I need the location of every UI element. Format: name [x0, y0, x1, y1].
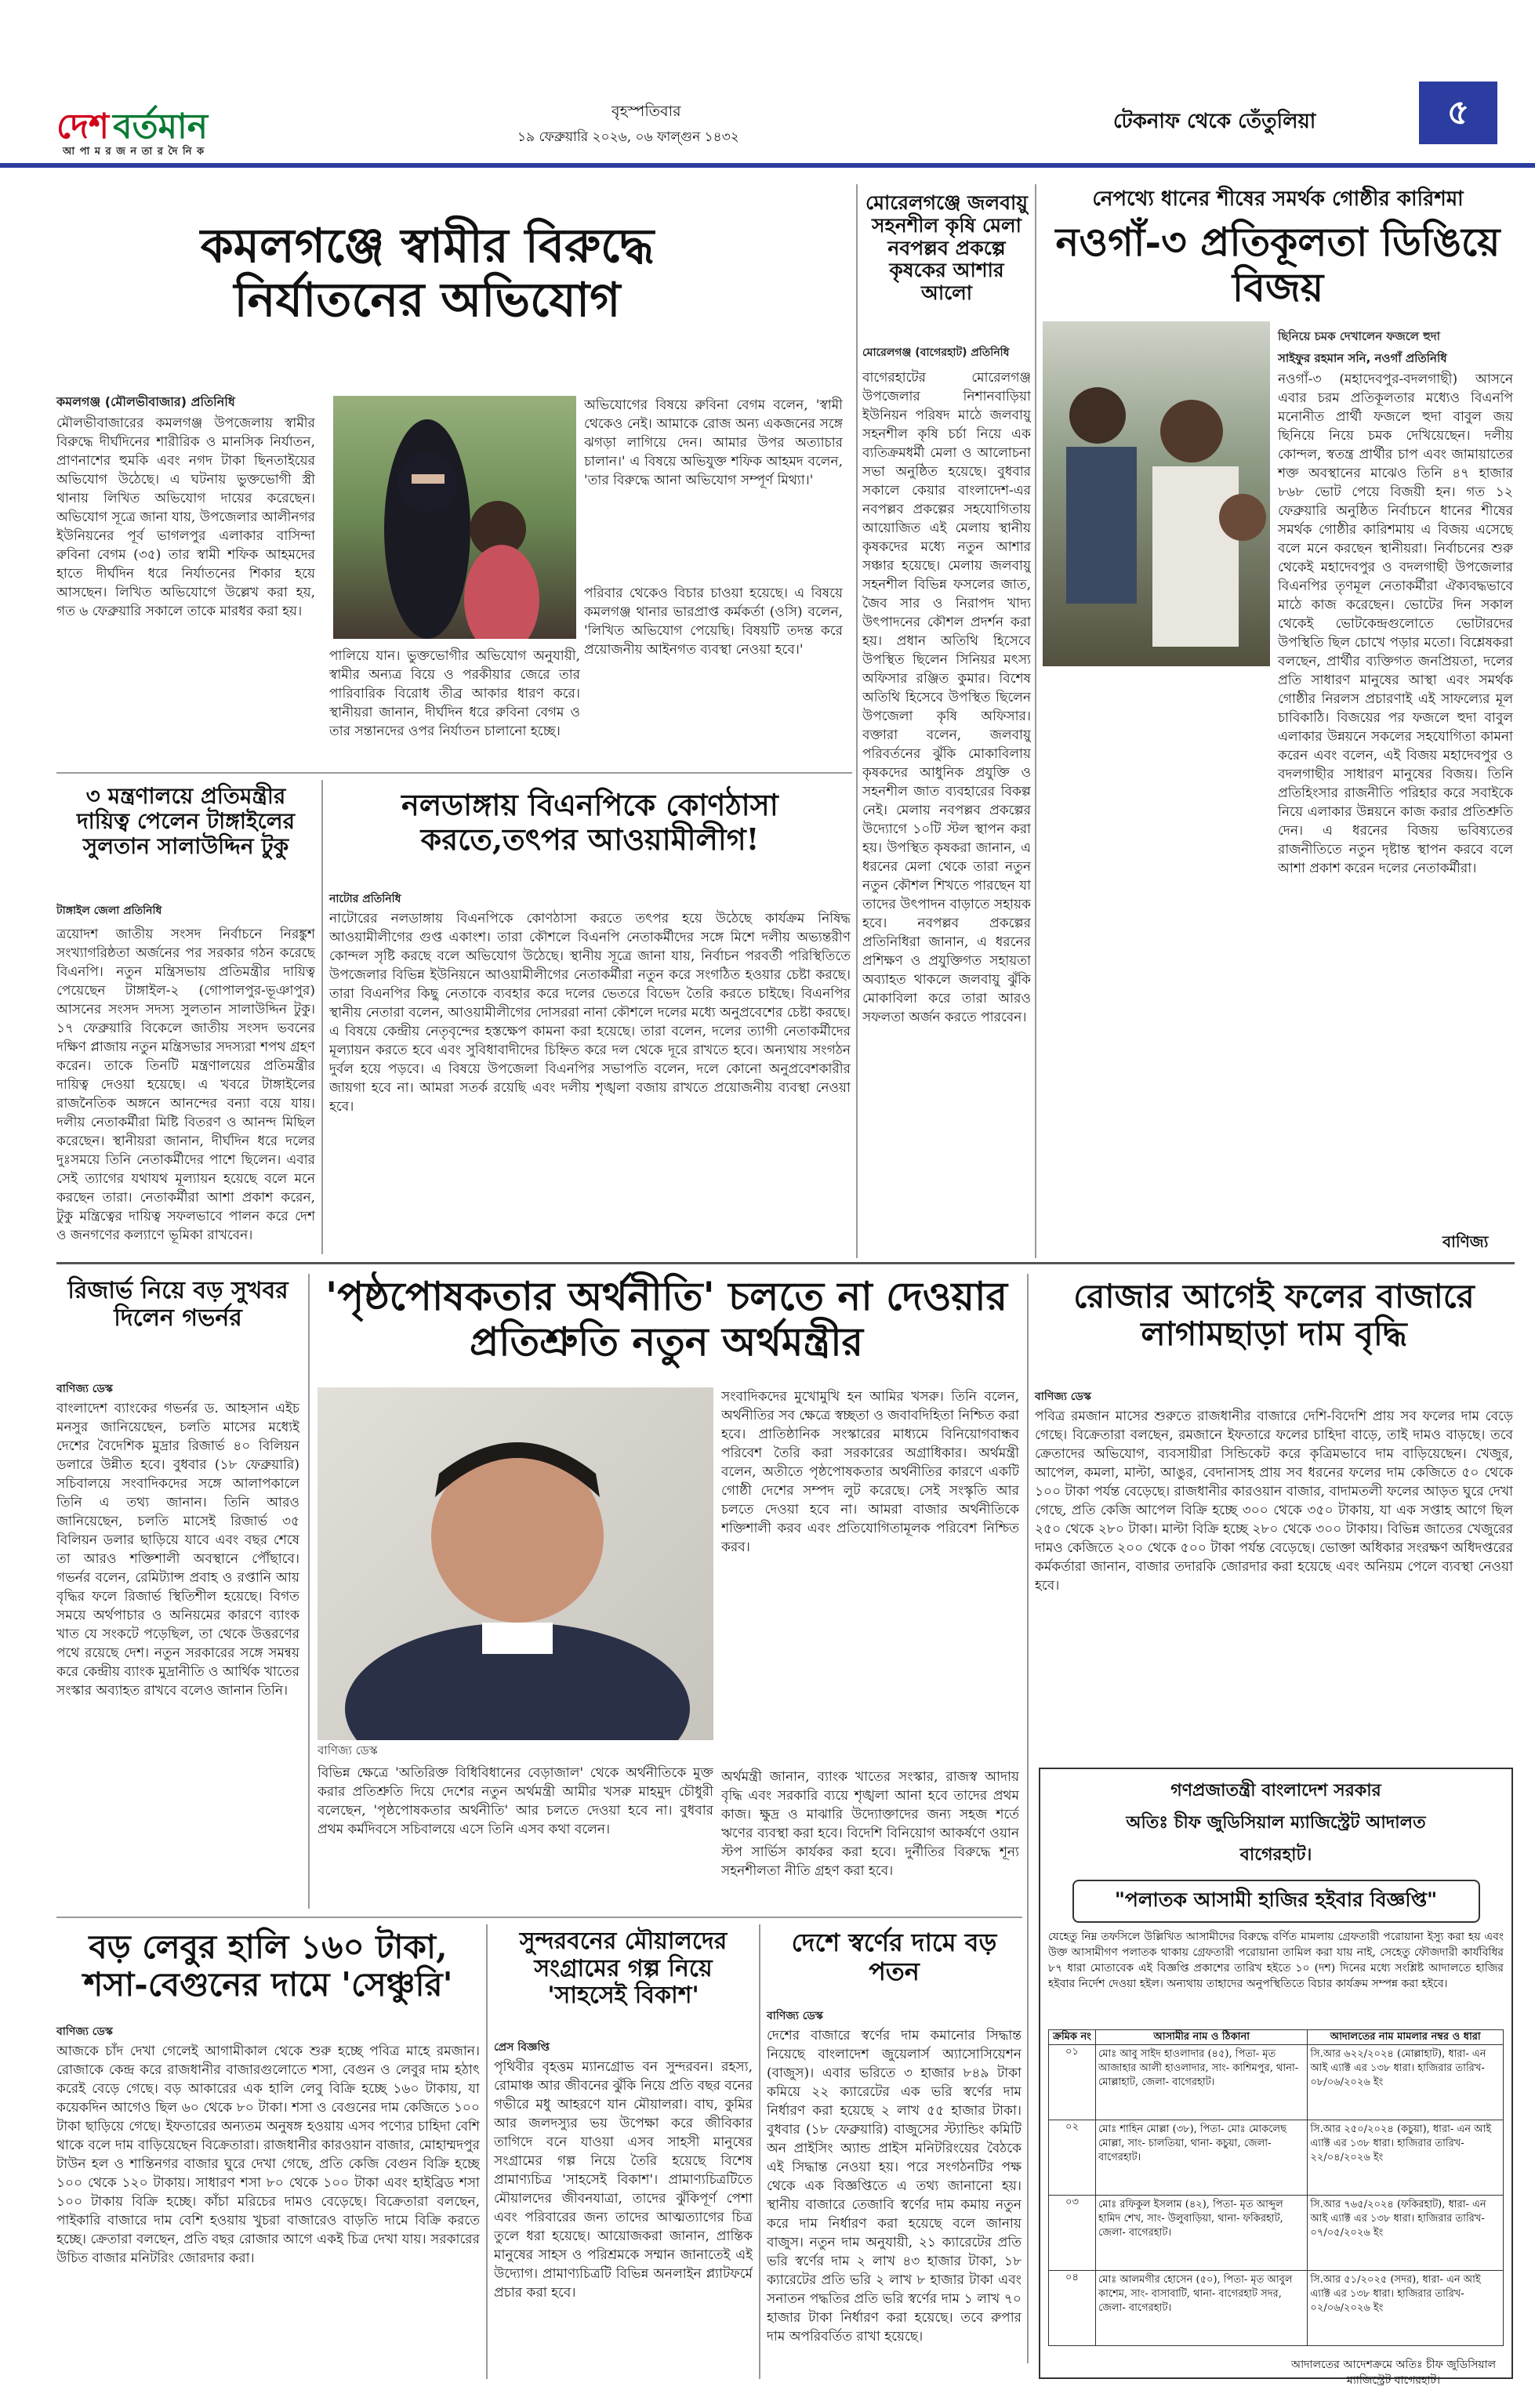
s5-byline: নাটোর প্রতিনিধি	[329, 893, 401, 905]
notice-row-name: মোঃ শাহিন মোল্লা (৩৮), পিতা- মোঃ মোকলেছ মোল্লা, সাং- চালতিয়া, থানা- কচুয়া, জেলা- বাগেরহাট।	[1096, 2120, 1308, 2196]
notice-row-name: মোঃ রফিকুল ইসলাম (৪২), পিতা- মৃত আব্দুল হামিদ শেখ, সাং- উলুবাড়িয়া, থানা- ফকিরহাট, জেলা- বাগেরহাট।	[1096, 2196, 1308, 2271]
notice-h-no: ক্রমিক নং	[1049, 2030, 1096, 2045]
s2-headline[interactable]: মোরেলগঞ্জে জলবায়ু সহনশীল কৃষি মেলা নবপল্লব প্রকল্পে কৃষকের আশার আলো	[865, 191, 1029, 304]
masthead-rule	[0, 163, 1535, 168]
notice-h-name: আসামীর নাম ও ঠিকানা	[1096, 2030, 1308, 2045]
notice-row	[1049, 2120, 1504, 2196]
s10-headline[interactable]: সুন্দরবনের মৌয়ালদের সংগ্রামের গল্প নিয়ে 'সাহসেই বিকাশ'	[519, 1927, 728, 2009]
col-rule-2	[1035, 184, 1036, 1258]
notice-banner: "পলাতক আসামী হাজির হইবার বিজ্ঞপ্তি"	[1072, 1880, 1480, 1923]
col-rule-5	[1027, 1274, 1029, 2363]
s5-headline[interactable]: নলডাঙ্গায় বিএনপিকে কোণঠাসা করতে,তৎপর আওয়ামীলীগ!	[401, 787, 778, 857]
s1-headline[interactable]: কমলগঞ্জে স্বামীর বিরুদ্ধে নির্যাতনের অভিযোগ	[200, 219, 655, 328]
notice-row	[1049, 2271, 1504, 2346]
middle-rule	[56, 1262, 1515, 1264]
notice-row-no: ০১	[1049, 2045, 1096, 2120]
s1-byline: কমলগঞ্জ (মৌলভীবাজার) প্রতিনিধি	[56, 394, 235, 409]
notice-row-case: সি.আর ৬২২/২০২৪ (মোল্লাহাট), ধারা- এন আই এ্যাক্ট এর ১৩৮ ধারা। হাজিরার তারিখ- ০৮/০৬/২০২৬ ইং	[1308, 2045, 1504, 2120]
notice-row	[1049, 2196, 1504, 2271]
logo-red: দেশ	[56, 107, 110, 147]
s7-photo-caption: বাণিজ্য ডেস্ক	[318, 1743, 378, 1757]
s3-headline[interactable]: নওগাঁ-৩ প্রতিকূলতা ডিঙিয়ে বিজয়	[1055, 219, 1501, 310]
col-rule-7	[759, 1924, 760, 2379]
s6-text: বাংলাদেশ ব্যাংকের গভর্নর ড. আহসান এইচ মনসুর জানিয়েছেন, চলতি মাসের মধ্যেই দেশের বৈদেশিক মুদ্রার রিজার্ভ ৪০ বিলিয়ন ডলারে উন্নীত হবে। বুধবার (১৮ ফেব্রুয়ারি) সচিবালয়ে সংবাদিকদের সঙ্গে আলাপকালে তিনি এ তথ্য জানান। তিনি আরও জানিয়েছেন, চলতি মাসেই রিজার্ভ ৩৫ বিলিয়ন ডলার ছাড়িয়ে যাবে এবং বছর শেষে তা আরও শক্তিশালী অবস্থানে পৌঁছাবে। গভর্নর বলেন, রেমিট্যান্স প্রবাহ ও রপ্তানি আয় বৃদ্ধির ফলে রিজার্ভ স্থিতিশীল হয়েছে। বিগত সময়ে অর্থপাচার ও অনিয়মের কারণে ব্যাংক খাত যে সংকটে পড়েছিল, তা থেকে উত্তরণের পথে রয়েছে দেশ। নতুন সরকারের সঙ্গে সমন্বয় করে কেন্দ্রীয় ব্যাংক মুদ্রানীতি ও আর্থিক খাতের সংস্কার অব্যাহত রাখবে বলেও জানান তিনি।	[56, 1401, 299, 1699]
notice-row-no: ০৩	[1049, 2196, 1096, 2271]
s3-kicker[interactable]: নেপথ্যে ধানের শীষের সমর্থক গোষ্ঠীর কারিশমা	[1092, 187, 1464, 211]
notice-row-name: মোঃ আবু সাইদ হাওলাদার (৪৫), পিতা- মৃত আজাহার আলী হাওলাদার, সাং- কাশিমপুর, থানা- মোল্লাহাট, জেলা- বাগেরহাট।	[1096, 2045, 1308, 2120]
notice-intro: যেহেতু নিম্ন তফসিলে উল্লিখিত আসামীদের বিরুদ্ধে বর্ণিত মামলায় গ্রেফতারী পরোয়ানা ইস্যু করা হয় এবং উক্ত আসামীগণ পলাতক থাকায় গ্রেফতারী পরোয়ানা তামিল করা যায় নাই, সেহেতু ফৌজদারী কার্যবিধির ৮৭ ধারা মোতাবেক এই বিজ্ঞপ্তি প্রকাশের তারিখ হইতে ১০ (দশ) দিনের মধ্যে সংশ্লিষ্ট আদালতে হাজির হইবার নির্দেশ দেওয়া হইল। অন্যথায় তাহাদের অনুপস্থিতিতে বিচার কার্যক্রম সম্পন্ন করা হইবে।	[1048, 1931, 1504, 1990]
s4-byline: টাঙ্গাইল জেলা প্রতিনিধি	[56, 905, 162, 917]
s7-lead: বিভিন্ন ক্ষেত্রে 'অতিরিক্ত বিধিবিধানের বেড়াজাল' থেকে অর্থনীতিকে মুক্ত করার প্রতিশ্রুতি দিয়ে দেশের নতুন অর্থমন্ত্রী আমীর খসরু মাহমুদ চৌধুরী বলেছেন, 'পৃষ্ঠপোষকতার অর্থনীতি' আর চলতে দেওয়া হবে না। বুধবার প্রথম কর্মদিবসে সচিবালয়ে এসে তিনি এসব কথা বলেন।	[318, 1765, 713, 1837]
s7-photo-art	[318, 1387, 713, 1740]
lower-rule	[56, 1917, 1022, 1918]
s5-text: নাটোরের নলডাঙ্গায় বিএনপিকে কোণঠাসা করতে তৎপর হয়ে উঠেছে কার্যক্রম নিষিদ্ধ আওয়ামীলীগের গুপ্ত একাংশ। তারা কৌশলে বিএনপি নেতাকর্মীদের সঙ্গে মিশে দলীয় অভ্যন্তরীণ কোন্দল সৃষ্টি করছে বলে অভিযোগ উঠেছে। স্থানীয় সূত্রে জানা যায়, নির্বাচন পরবর্তী পরিস্থিতিতে উপজেলার বিভিন্ন ইউনিয়নে আওয়ামীলীগের নেতাকর্মীরা নতুন করে সংগঠিত হওয়ার চেষ্টা করছে। তারা বিএনপির কিছু নেতাকে ব্যবহার করে দলের ভেতরে বিভেদ তৈরি করতে চাইছে। বিএনপির স্থানীয় নেতারা বলেন, আওয়ামীলীগের দোসররা নানা কৌশলে দলের মধ্যে অনুপ্রবেশের চেষ্টা করছে। এ বিষয়ে কেন্দ্রীয় নেতৃবৃন্দের হস্তক্ষেপ কামনা করা হয়েছে। তারা বলেন, দলের ত্যাগী নেতাকর্মীদের মূল্যায়ন করতে হবে এবং সুবিধাবাদীদের চিহ্নিত করে দল থেকে দূরে রাখতে হবে। অন্যথায় সংগঠন দুর্বল হয়ে পড়বে। এ বিষয়ে উপজেলা বিএনপির সভাপতি বলেন, দলে কোনো অনুপ্রবেশকারীর জায়গা হবে না। আমরা সতর্ক রয়েছি এবং দলীয় শৃঙ্খলা বজায় রাখতে প্রয়োজনীয় ব্যবস্থা নেওয়া হবে।	[329, 911, 851, 1115]
s11-text: দেশের বাজারে স্বর্ণের দাম কমানোর সিদ্ধান্ত নিয়েছে বাংলাদেশ জুয়েলার্স অ্যাসোসিয়েশন (বাজুস)। এবার ভরিতে ৩ হাজার ৮৪৯ টাকা কমিয়ে ২২ ক্যারেটের এক ভরি স্বর্ণের দাম নির্ধারণ করা হয়েছে ২ লাখ ৫৫ হাজার টাকা। বুধবার (১৮ ফেব্রুয়ারি) বাজুসের স্ট্যান্ডিং কমিটি অন প্রাইসিং অ্যান্ড প্রাইস মনিটরিংয়ের বৈঠকে এই সিদ্ধান্ত নেওয়া হয়। পরে সংগঠনটির পক্ষ থেকে এক বিজ্ঞপ্তিতে এ তথ্য জানানো হয়। স্থানীয় বাজারে তেজাবি স্বর্ণের দাম কমায় নতুন করে দাম নির্ধারণ করা হয়েছে বলে জানায় বাজুস। নতুন দাম অনুযায়ী, ২১ ক্যারেটের প্রতি ভরি স্বর্ণের দাম ২ লাখ ৪৩ হাজার টাকা, ১৮ ক্যারেটের প্রতি ভরি ২ লাখ ৮ হাজার টাকা এবং সনাতন পদ্ধতির প্রতি ভরি স্বর্ণের দাম ১ লাখ ৭০ হাজার টাকা নির্ধারণ করা হয়েছে। তবে রুপার দাম অপরিবর্তিত রাখা হয়েছে।	[767, 2028, 1022, 2345]
s1-col4: পরিবার থেকেও বিচার চাওয়া হয়েছে। এ বিষয়ে কমলগঞ্জ থানার ভারপ্রাপ্ত কর্মকর্তা (ওসি) বলেন, 'লিখিত অভিযোগ পেয়েছি। বিষয়টি তদন্ত করে প্রয়োজনীয় আইনগত ব্যবস্থা নেওয়া হবে।'	[584, 586, 843, 658]
day: বৃহস্পতিবার	[611, 103, 681, 120]
s1-col2: অভিযোগের বিষয়ে রুবিনা বেগম বলেন, 'স্বামী থেকেও নেই। আমাকে রোজ অন্য একজনের সঙ্গে ঝগড়া লাগিয়ে দেন। আমার উপর অত্যাচার চালান।' এ বিষয়ে অভিযুক্ত শফিক আহমদ বলেন, 'তার বিরুদ্ধে আনা অভিযোগ সম্পূর্ণ মিথ্যা।'	[584, 397, 843, 488]
date: ১৯ ফেব্রুয়ারি ২০২৬, ০৬ ফাল্গুন ১৪৩২	[517, 129, 739, 145]
notice-h-case: আদালতের নাম মামলার নম্বর ও ধারা	[1308, 2030, 1504, 2045]
s10-byline: প্রেস বিজ্ঞপ্তি	[494, 2041, 550, 2054]
col-rule-1	[856, 184, 858, 1258]
s6-headline[interactable]: রিজার্ভ নিয়ে বড় সুখবর দিলেন গভর্নর	[67, 1277, 288, 1332]
s4-headline[interactable]: ৩ মন্ত্রণালয়ে প্রতিমন্ত্রীর দায়িত্ব পেলেন টাঙ্গাইলের সুলতান সালাউদ্দিন টুকু	[76, 783, 296, 860]
notice-table	[1048, 2029, 1504, 2346]
s4-text: ত্রয়োদশ জাতীয় সংসদ নির্বাচনে নিরঙ্কুশ সংখ্যাগরিষ্ঠতা অর্জনের পর সরকার গঠন করেছে বিএনপি। নতুন মন্ত্রিসভায় প্রতিমন্ত্রীর দায়িত্ব পেয়েছেন টাঙ্গাইল-২ (গোপালপুর-ভূঞাপুর) আসনের সংসদ সদস্য সুলতান সালাউদ্দিন টুকু। ১৭ ফেব্রুয়ারি বিকেলে জাতীয় সংসদ ভবনের দক্ষিণ প্লাজায় নতুন মন্ত্রিসভার সদস্যরা শপথ গ্রহণ করেন। তাকে তিনটি মন্ত্রণালয়ের প্রতিমন্ত্রীর দায়িত্ব দেওয়া হয়েছে। এ খবরে টাঙ্গাইলের রাজনৈতিক অঙ্গনে আনন্দের বন্যা বয়ে যায়। দলীয় নেতাকর্মীরা মিষ্টি বিতরণ ও আনন্দ মিছিল করেছেন। স্থানীয়রা জানান, দীর্ঘদিন ধরে দলের দুঃসময়ে তিনি নেতাকর্মীদের পাশে ছিলেন। এবার সেই ত্যাগের যথাযথ মূল্যায়ন হয়েছে বলে মনে করছেন তারা। নেতাকর্মীরা আশা প্রকাশ করেন, টুকু মন্ত্রিত্বের দায়িত্ব সফলভাবে পালন করে দেশ ও জনগণের কল্যাণে ভূমিকা রাখবেন।	[56, 927, 315, 1243]
logo-green: বর্তমান	[113, 107, 209, 147]
notice-row-case: সি.আর ৫১/২০২৫ (সদর), ধারা- এন আই এ্যাক্ট এর ১৩৮ ধারা। হাজিরার তারিখ- ০২/০৬/২০২৬ ইং	[1308, 2271, 1504, 2346]
notice-row-case: সি.আর ৭৬৫/২০২৪ (ফকিরহাট), ধারা- এন আই এ্যাক্ট এর ১৩৮ ধারা। হাজিরার তারিখ- ০৭/০৫/২০২৬ ইং	[1308, 2196, 1504, 2271]
s11-headline[interactable]: দেশে স্বর্ণের দামে বড় পতন	[791, 1927, 997, 1986]
s10-text: পৃথিবীর বৃহত্তম ম্যানগ্রোভ বন সুন্দরবন। রহস্য, রোমাঞ্চ আর জীবনের ঝুঁকি নিয়ে প্রতি বছর বনের গভীরে মধু আহরণে যান মৌয়ালরা। বাঘ, কুমির আর জলদস্যুর ভয় উপেক্ষা করে জীবিকার তাগিদে বনে যাওয়া এসব সাহসী মানুষের সংগ্রামের গল্প নিয়ে তৈরি হয়েছে বিশেষ প্রামাণ্যচিত্র 'সাহসেই বিকাশ'। প্রামাণ্যচিত্রটিতে মৌয়ালদের জীবনযাত্রা, তাদের ঝুঁকিপূর্ণ পেশা এবং পরিবারের জন্য তাদের আত্মত্যাগের চিত্র তুলে ধরা হয়েছে। আয়োজকরা জানান, প্রান্তিক মানুষের সাহস ও পরিশ্রমকে সম্মান জানাতেই এই উদ্যোগ। প্রামাণ্যচিত্রটি বিভিন্ন অনলাইন প্ল্যাটফর্মে প্রচার করা হবে।	[494, 2059, 753, 2301]
notice-row-case: সি.আর ২৫০/২০২৪ (কচুয়া), ধারা- এন আই এ্যাক্ট এর ১৩৮ ধারা। হাজিরার তারিখ- ২২/০৪/২০২৬ ইং	[1308, 2120, 1504, 2196]
notice-row-name: মোঃ আলমগীর হোসেন (৫০), পিতা- মৃত আবুল কাশেম, সাং- বাসাবাটি, থানা- বাগেরহাট সদর, জেলা- বাগেরহাট।	[1096, 2271, 1308, 2346]
s7-headline[interactable]: 'পৃষ্ঠপোষকতার অর্থনীতি' চলতে না দেওয়ার প্রতিশ্রুতি নতুন অর্থমন্ত্রীর	[325, 1273, 1007, 1365]
notice-court: অতিঃ চীফ জুডিসিয়াল ম্যাজিস্ট্রেট আদালত	[1126, 1812, 1426, 1833]
col-rule-6	[486, 1924, 488, 2379]
s9-text: আজকে চাঁদ দেখা গেলেই আগামীকাল থেকে শুরু হচ্ছে পবিত্র মাহে রমজান। রোজাকে কেন্দ্র করে রাজধানীর বাজারগুলোতে শসা, বেগুন ও লেবুর দাম হঠাৎ করেই বেড়ে গেছে। বড় আকারের এক হালি লেবু বিক্রি হচ্ছে ১৬০ টাকায়, যা কয়েকদিন আগেও ছিল ৬০ থেকে ৮০ টাকা। শসা ও বেগুনের দাম কেজিতে ১০০ টাকা ছাড়িয়ে গেছে। ইফতারের অন্যতম অনুষঙ্গ হওয়ায় এসব পণ্যের চাহিদা বেশি থাকে বলে দাম বাড়িয়েছেন বিক্রেতারা। রাজধানীর কারওয়ান বাজার, মোহাম্মদপুর টাউন হল ও শান্তিনগর বাজার ঘুরে দেখা গেছে, প্রতি কেজি বেগুন বিক্রি হচ্ছে ১০০ থেকে ১২০ টাকায়। সাধারণ শসা ৮০ থেকে ১০০ টাকা এবং হাইব্রিড শসা ১০০ টাকায় বিক্রি হচ্ছে। কাঁচা মরিচের দামও বেড়েছে। বিক্রেতারা বলছেন, পাইকারি বাজারে দাম বেশি হওয়ায় খুচরা বাজারেও বাড়তি দামে বিক্রি করতে হচ্ছে। ক্রেতারা বলছেন, প্রতি বছর রোজার আগে একই চিত্র দেখা যায়। সরকারের উচিত বাজার মনিটরিং জোরদার করা।	[56, 2044, 480, 2266]
notice-place: বাগেরহাট।	[1239, 1844, 1312, 1865]
s6-byline: বাণিজ্য ডেস্ক	[56, 1383, 113, 1395]
s8-headline[interactable]: রোজার আগেই ফলের বাজারে লাগামছাড়া দাম বৃদ্ধি	[1073, 1277, 1475, 1354]
s3-caption: ছিনিয়ে চমক দেখালেন ফজলে হুদা	[1278, 329, 1441, 343]
col-rule-3	[321, 780, 323, 1254]
s11-byline: বাণিজ্য ডেস্ক	[767, 2010, 823, 2022]
s3-section-tag: বাণিজ্য	[1442, 1232, 1489, 1251]
notice-sign: আদালতের আদেশক্রমে অতিঃ চীফ জুডিসিয়াল ম্যাজিস্ট্রেট বাগেরহাট।	[1290, 2359, 1497, 2387]
s1-photo	[333, 396, 576, 639]
col-rule-4	[308, 1274, 310, 1909]
s2-byline: মোরেলগঞ্জ (বাগেরহাট) প্রতিনিধি	[862, 346, 1010, 359]
s1-col3: পালিয়ে যান। ভুক্তভোগীর অভিযোগ অনুযায়ী, স্বামীর অন্যত্র বিয়ে ও পরকীয়ার জেরে তার পারিবারিক বিরোধ তীব্র আকার ধারণ করে। স্থানীয়রা জানান, দীর্ঘদিন ধরে রুবিনা বেগম ও তার সন্তানদের ওপর নির্যাতন চালানো হচ্ছে।	[329, 648, 580, 739]
s1-photo-art	[333, 396, 576, 639]
notice-table-header	[1049, 2030, 1504, 2045]
s8-byline: বাণিজ্য ডেস্ক	[1035, 1391, 1091, 1403]
page-number: ৫	[1419, 82, 1497, 144]
s1-col1: মৌলভীবাজারের কমলগঞ্জ উপজেলায় স্বামীর বিরুদ্ধে দীর্ঘদিনের শারীরিক ও মানসিক নির্যাতন, প্রাণনাশের হুমকি এবং নগদ টাকা ছিনতাইয়ের অভিযোগ উঠেছে। এ ঘটনায় ভুক্তভোগী স্ত্রী থানায় লিখিত অভিযোগ দায়ের করেছেন। অভিযোগ সূত্রে জানা যায়, উপজেলার আলীনগর ইউনিয়নের পূর্ব ভাগলপুর এলাকার বাসিন্দা রুবিনা বেগম (৩৫) তার স্বামী শফিক আহমদের হাতে দীর্ঘদিন ধরে নির্যাতনের শিকার হয়ে আসছেন। লিখিত অভিযোগে উল্লেখ করা হয়, গত ৬ ফেব্রুয়ারি সকালে তাকে মারধর করা হয়।	[56, 415, 315, 619]
notice-row	[1049, 2045, 1504, 2120]
s9-headline[interactable]: বড় লেবুর হালি ১৬০ টাকা, শসা-বেগুনের দামে 'সেঞ্চুরি'	[83, 1927, 453, 2004]
section-title: টেকনাফ থেকে তেঁতুলিয়া	[1113, 110, 1316, 133]
tagline: আ পা ম র জ ন তা র দৈ নি ক	[63, 146, 205, 158]
notice-gov: গণপ্রজাতন্ত্রী বাংলাদেশ সরকার	[1170, 1780, 1381, 1801]
s2-text: বাগেরহাটের মোরেলগঞ্জ উপজেলার নিশানবাড়িয়া ইউনিয়ন পরিষদ মাঠে জলবায়ু সহনশীল কৃষি চর্চা নিয়ে এক ব্যতিক্রমধর্মী মেলা ও আলোচনা সভা অনুষ্ঠিত হয়েছে। বুধবার সকালে কেয়ার বাংলাদেশ-এর নবপল্লব প্রকল্পের সহযোগিতায় আয়োজিত এই মেলায় স্থানীয় কৃষকদের মধ্যে নতুন আশার সঞ্চার হয়েছে। মেলায় জলবায়ু সহনশীল বিভিন্ন ফসলের জাত, জৈব সার ও নিরাপদ খাদ্য উৎপাদনের কৌশল প্রদর্শন করা হয়। প্রধান অতিথি হিসেবে উপস্থিত ছিলেন সিনিয়র মৎস্য অফিসার রঞ্জিত কুমার। বিশেষ অতিথি হিসেবে উপস্থিত ছিলেন উপজেলা কৃষি অফিসার। বক্তারা বলেন, জলবায়ু পরিবর্তনের ঝুঁকি মোকাবিলায় কৃষকদের আধুনিক প্রযুক্তি ও সহনশীল জাত ব্যবহারের বিকল্প নেই। মেলায় নবপল্লব প্রকল্পের উদ্যোগে ১০টি স্টল স্থাপন করা হয়। উপস্থিত কৃষকরা জানান, এ ধরনের মেলা থেকে তারা নতুন নতুন কৌশল শিখতে পারছেন যা তাদের উৎপাদন বাড়াতে সহায়ক হবে। নবপল্লব প্রকল্পের প্রতিনিধিরা জানান, এ ধরনের প্রশিক্ষণ ও প্রযুক্তিগত সহায়তা অব্যাহত থাকলে জলবায়ু ঝুঁকি মোকাবিলা করে তারা আরও সফলতা অর্জন করতে পারবেন।	[862, 370, 1031, 1025]
s7-photo	[318, 1387, 713, 1740]
s3-byline: সাইফুর রহমান সনি, নওগাঁ প্রতিনিধি	[1278, 351, 1447, 365]
s7-col1: সংবাদিকদের মুখোমুখি হন আমির খসরু। তিনি বলেন, অর্থনীতির সব ক্ষেত্রে স্বচ্ছতা ও জবাবদিহিতা নিশ্চিত করা হবে। প্রাতিষ্ঠানিক সংস্কারের মাধ্যমে বিনিয়োগবান্ধব পরিবেশ তৈরি করা সরকারের অগ্রাধিকার। অর্থমন্ত্রী বলেন, অতীতে পৃষ্ঠপোষকতার অর্থনীতির কারণে একটি গোষ্ঠী দেশের সম্পদ লুট করেছে। সেই সংস্কৃতি আর চলতে দেওয়া হবে না। আমরা বাজার অর্থনীতিকে শক্তিশালী করব এবং প্রতিযোগিতামূলক পরিবেশ নিশ্চিত করব।	[721, 1389, 1019, 1555]
masthead	[0, 0, 1535, 158]
s7-col2: অর্থমন্ত্রী জানান, ব্যাংক খাতের সংস্কার, রাজস্ব আদায় বৃদ্ধি এবং সরকারি ব্যয়ে শৃঙ্খলা আনা হবে তাদের প্রথম কাজ। ক্ষুদ্র ও মাঝারি উদ্যোক্তাদের জন্য সহজ শর্তে ঋণের ব্যবস্থা করা হবে। বিদেশি বিনিয়োগ আকর্ষণে ওয়ান স্টপ সার্ভিস কার্যকর করা হবে। দুর্নীতির বিরুদ্ধে শূন্য সহনশীলতা নীতি গ্রহণ করা হবে।	[721, 1769, 1019, 1879]
s8-text: পবিত্র রমজান মাসের শুরুতে রাজধানীর বাজারে দেশি-বিদেশি প্রায় সব ফলের দাম বেড়ে গেছে। বিক্রেতারা বলছেন, রমজানে ইফতারে ফলের চাহিদা বাড়ে, তাই দামও বাড়ছে। তবে ক্রেতাদের অভিযোগ, ব্যবসায়ীরা সিন্ডিকেট করে কৃত্রিমভাবে দাম বাড়িয়েছেন। খেজুর, আপেল, কমলা, মাল্টা, আঙুর, বেদানাসহ প্রায় সব ধরনের ফলের দাম কেজিতে ৫০ থেকে ১০০ টাকা পর্যন্ত বেড়েছে। রাজধানীর কারওয়ান বাজার, বাদামতলী ফলের আড়ত ঘুরে দেখা গেছে, প্রতি কেজি আপেল বিক্রি হচ্ছে ৩০০ থেকে ৩৫০ টাকায়, যা এক সপ্তাহ আগে ছিল ২৫০ থেকে ২৮০ টাকা। মাল্টা বিক্রি হচ্ছে ২৮০ থেকে ৩০০ টাকায়। বিভিন্ন জাতের খেজুরের দামও কেজিতে ২০০ থেকে ৫০০ টাকা পর্যন্ত বেড়েছে। ভোক্তা অধিকার সংরক্ষণ অধিদপ্তরের কর্মকর্তারা জানান, বাজার তদারকি জোরদার করা হয়েছে এবং অনিয়ম পেলে ব্যবস্থা নেওয়া হবে।	[1035, 1409, 1513, 1594]
notice-row-no: ০৪	[1049, 2271, 1096, 2346]
court-notice	[1039, 1768, 1513, 2387]
s1-bottom-rule	[56, 772, 852, 774]
s3-text: নওগাঁ-৩ (মহাদেবপুর-বদলগাছী) আসনে এবার চরম প্রতিকূলতার মধ্যেও বিএনপি মনোনীত প্রার্থী ফজলে হুদা বাবুল জয় ছিনিয়ে নিয়ে চমক দেখিয়েছেন। দলীয় কোন্দল, স্বতন্ত্র প্রার্থীর চাপ এবং জামায়াতের শক্ত অবস্থানের মাঝেও তিনি ৪৭ হাজার ৮৬৮ ভোট পেয়ে বিজয়ী হন। গত ১২ ফেব্রুয়ারি অনুষ্ঠিত নির্বাচনে ধানের শীষের সমর্থক গোষ্ঠীর কারিশমায় এ বিজয় এসেছে বলে মনে করছেন স্থানীয়রা। নির্বাচনের শুরু থেকেই মহাদেবপুর ও বদলগাছী উপজেলার বিএনপির তৃণমূল নেতাকর্মীরা ঐক্যবদ্ধভাবে মাঠে কাজ করেছেন। ভোটের দিন সকাল থেকেই ভোটকেন্দ্রগুলোতে ভোটারদের উপস্থিতি ছিল চোখে পড়ার মতো। বিশ্লেষকরা বলছেন, প্রার্থীর ব্যক্তিগত জনপ্রিয়তা, দলের প্রতি সাধারণ মানুষের আস্থা এবং সমর্থক গোষ্ঠীর নিরলস প্রচারণাই এই সাফল্যের মূল চাবিকাঠি। বিজয়ের পর ফজলে হুদা বাবুল এলাকার উন্নয়নে সকলের সহযোগিতা কামনা করেন এবং বলেন, এই বিজয় মহাদেবপুর ও বদলগাছীর সাধারণ মানুষের বিজয়। তিনি প্রতিহিংসার রাজনীতি পরিহার করে সবাইকে নিয়ে এলাকার উন্নয়নে কাজ করার প্রতিশ্রুতি দেন। এ ধরনের বিজয় ভবিষ্যতের রাজনীতিতে নতুন দৃষ্টান্ত স্থাপন করবে বলে আশা প্রকাশ করেন দলের নেতাকর্মীরা।	[1278, 372, 1513, 876]
s9-byline: বাণিজ্য ডেস্ক	[56, 2025, 113, 2038]
notice-row-no: ০২	[1049, 2120, 1096, 2196]
